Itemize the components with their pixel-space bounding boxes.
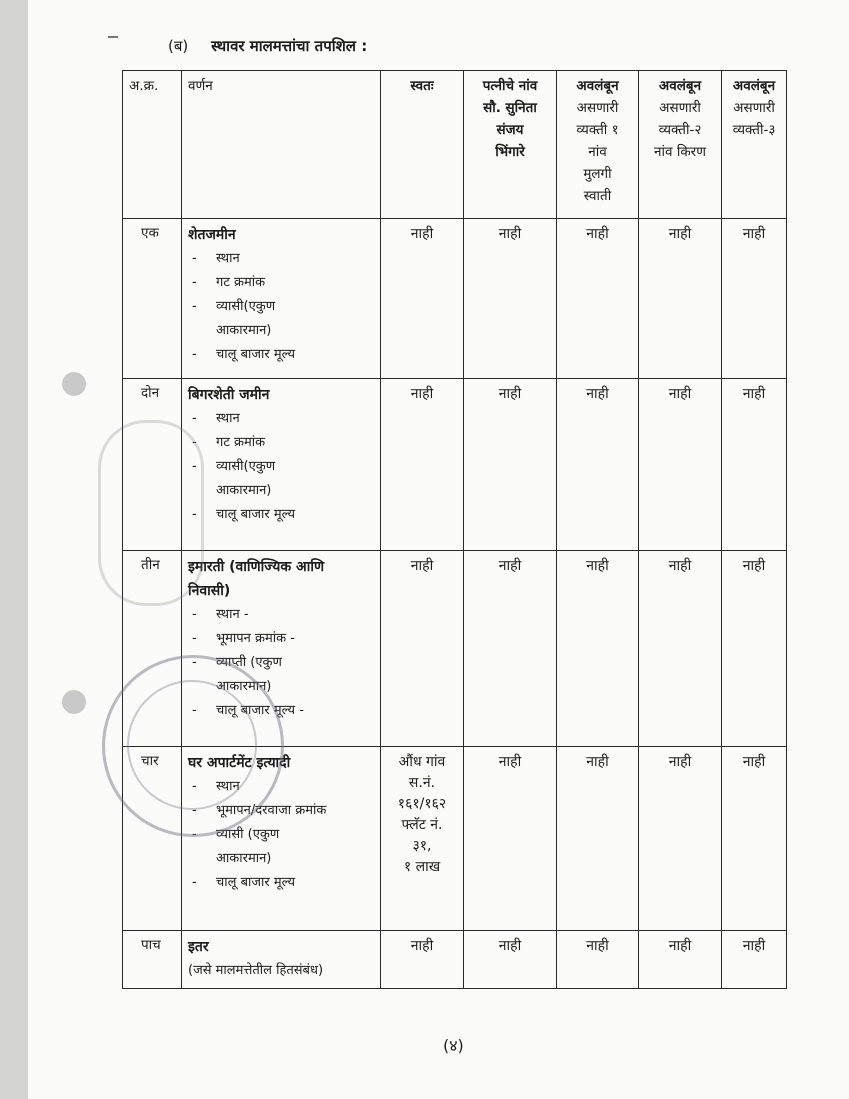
value-dependent-1: नाही xyxy=(557,379,639,551)
asset-type: निवासी) xyxy=(188,583,231,599)
detail-item xyxy=(188,247,374,271)
value-dependent-3: नाही xyxy=(722,551,787,747)
punch-hole-bottom xyxy=(62,690,86,714)
page-number: (४) xyxy=(443,1036,464,1055)
asset-description xyxy=(182,219,381,379)
bullet-dash: - xyxy=(192,459,197,474)
asset-row xyxy=(123,219,787,379)
asset-description xyxy=(182,747,381,931)
detail-text: स्थान xyxy=(216,411,240,426)
value-dependent-1: नाही xyxy=(557,747,639,931)
value-self xyxy=(381,219,464,379)
detail-item xyxy=(188,627,374,651)
value-self xyxy=(381,931,464,989)
detail-text: चालू बाजार मूल्य xyxy=(216,875,296,890)
value-line: ३१, xyxy=(412,838,432,854)
value-line: फ्लॅट नं. xyxy=(401,817,443,833)
detail-text: व्यासी(एकुण xyxy=(216,299,276,314)
detail-item xyxy=(188,455,374,479)
value-line: नाही xyxy=(410,558,434,574)
detail-text: भूमापन क्रमांक - xyxy=(216,631,295,646)
value-dependent-1: नाही xyxy=(557,931,639,989)
header-line: नांव xyxy=(588,144,607,160)
detail-text: व्यासी (एकुण xyxy=(216,827,280,842)
row-number: चार xyxy=(123,747,182,931)
value-spouse: नाही xyxy=(464,931,557,989)
asset-type: बिगरशेती जमीन xyxy=(188,387,270,403)
bullet-dash: - xyxy=(192,275,197,290)
detail-item xyxy=(188,775,374,799)
value-self xyxy=(381,379,464,551)
section-heading xyxy=(168,36,367,56)
value-spouse: नाही xyxy=(464,379,557,551)
header-line: व्यक्ती-२ xyxy=(658,122,702,138)
header-row xyxy=(123,71,787,219)
row-number: पाच xyxy=(123,931,182,989)
bullet-dash: - xyxy=(192,779,197,794)
value-self xyxy=(381,551,464,747)
bullet-dash: - xyxy=(192,703,197,718)
header-line: अवलंबून xyxy=(576,78,619,94)
header-line: स्वाती xyxy=(583,188,612,204)
value-spouse: नाही xyxy=(464,551,557,747)
value-dependent-3: नाही xyxy=(722,379,787,551)
header-self: स्वतः xyxy=(381,71,464,219)
punch-hole-top xyxy=(62,372,86,396)
detail-text: स्थान xyxy=(216,251,240,266)
detail-item xyxy=(188,503,374,527)
value-dependent-2: नाही xyxy=(639,219,722,379)
detail-text: गट क्रमांक xyxy=(216,275,266,290)
value-line: नाही xyxy=(410,386,434,402)
header-line: पत्नीचे नांव xyxy=(482,78,538,94)
detail-text: गट क्रमांक xyxy=(216,435,266,450)
row-number: एक xyxy=(123,219,182,379)
asset-description xyxy=(182,551,381,747)
header-line: असणारी xyxy=(733,100,775,116)
detail-item xyxy=(188,343,374,367)
bullet-dash: - xyxy=(192,251,197,266)
detail-item xyxy=(188,271,374,295)
detail-text: चालू बाजार मूल्य xyxy=(216,347,296,362)
detail-text: आकारमान) xyxy=(216,483,272,498)
value-line: नाही xyxy=(410,226,434,242)
header-line: अवलंबून xyxy=(658,78,702,94)
detail-text: (जसे मालमत्तेतील हितसंबंध) xyxy=(188,963,324,978)
header-line: व्यक्ती १ xyxy=(576,122,619,138)
value-dependent-2: नाही xyxy=(639,551,722,747)
section-title: स्थावर मालमत्तांचा तपशिल : xyxy=(211,37,368,55)
header-line: सौ. सुनिता xyxy=(483,100,537,116)
immovable-assets-table xyxy=(122,70,787,989)
header-line: व्यक्ती-३ xyxy=(732,122,776,138)
value-self xyxy=(381,747,464,931)
asset-row xyxy=(123,379,787,551)
detail-text: आकारमान) xyxy=(216,679,272,694)
bullet-dash: - xyxy=(192,507,197,522)
header-line: अवलंबून xyxy=(732,78,776,94)
value-spouse: नाही xyxy=(464,747,557,931)
value-dependent-2: नाही xyxy=(639,379,722,551)
header-line: भिंगारे xyxy=(495,144,525,160)
bullet-dash: - xyxy=(192,299,197,314)
detail-item xyxy=(188,431,374,455)
detail-text: चालू बाजार मूल्य - xyxy=(216,703,304,718)
asset-row xyxy=(123,931,787,989)
section-label: (ब) xyxy=(168,37,189,55)
detail-text: भूमापन/दरवाजा क्रमांक xyxy=(216,803,327,818)
value-dependent-3: नाही xyxy=(722,219,787,379)
asset-type: घर अपार्टमेंट इत्यादी xyxy=(188,755,291,771)
scan-left-edge xyxy=(0,0,28,1099)
value-dependent-3: नाही xyxy=(722,747,787,931)
bullet-dash: - xyxy=(192,875,197,890)
header-dependent-2 xyxy=(639,71,722,219)
asset-type: शेतजमीन xyxy=(188,227,236,243)
detail-text: चालू बाजार मूल्य xyxy=(216,507,296,522)
bullet-dash: - xyxy=(192,435,197,450)
detail-item xyxy=(188,295,374,319)
header-description: वर्णन xyxy=(182,71,381,219)
asset-description xyxy=(182,931,381,989)
bullet-dash: - xyxy=(192,347,197,362)
detail-item xyxy=(188,603,374,627)
value-line: नाही xyxy=(410,938,434,954)
detail-item xyxy=(188,823,374,847)
detail-text: व्याप्ती (एकुण xyxy=(216,655,282,670)
asset-row xyxy=(123,551,787,747)
value-line: स.नं. xyxy=(408,775,436,791)
header-line: मुलगी xyxy=(583,166,612,182)
row-number: तीन xyxy=(123,551,182,747)
bullet-dash: - xyxy=(192,631,197,646)
bullet-dash: - xyxy=(192,411,197,426)
detail-item xyxy=(188,871,374,895)
detail-text: आकारमान) xyxy=(216,851,272,866)
header-dependent-3 xyxy=(722,71,787,219)
detail-item xyxy=(188,651,374,675)
asset-type: इमारती (वाणिज्यिक आणि xyxy=(188,559,325,575)
value-line: औंध गांव xyxy=(398,754,446,770)
value-dependent-1: नाही xyxy=(557,551,639,747)
header-line: असणारी xyxy=(576,100,619,116)
header-line: संजय xyxy=(496,122,524,138)
header-spouse xyxy=(464,71,557,219)
value-line: १६१/१६२ xyxy=(397,796,447,812)
bullet-dash: - xyxy=(192,607,197,622)
value-dependent-1: नाही xyxy=(557,219,639,379)
detail-text: व्यासी(एकुण xyxy=(216,459,276,474)
pen-mark xyxy=(108,36,118,38)
asset-row xyxy=(123,747,787,931)
header-dependent-1 xyxy=(557,71,639,219)
detail-item xyxy=(188,699,374,723)
header-line: नांव किरण xyxy=(654,144,706,160)
detail-item xyxy=(188,799,374,823)
value-line: १ लाख xyxy=(403,859,441,875)
value-dependent-2: नाही xyxy=(639,931,722,989)
detail-text: स्थान - xyxy=(216,607,249,622)
row-number: दोन xyxy=(123,379,182,551)
asset-description xyxy=(182,379,381,551)
bullet-dash: - xyxy=(192,655,197,670)
detail-text: आकारमान) xyxy=(216,323,272,338)
header-sr: अ.क्र. xyxy=(123,71,182,219)
bullet-dash: - xyxy=(192,803,197,818)
asset-type: इतर xyxy=(188,939,209,955)
header-line: असणारी xyxy=(659,100,701,116)
value-spouse: नाही xyxy=(464,219,557,379)
detail-text: स्थान xyxy=(216,779,240,794)
bullet-dash: - xyxy=(192,827,197,842)
detail-item xyxy=(188,407,374,431)
value-dependent-2: नाही xyxy=(639,747,722,931)
value-dependent-3: नाही xyxy=(722,931,787,989)
